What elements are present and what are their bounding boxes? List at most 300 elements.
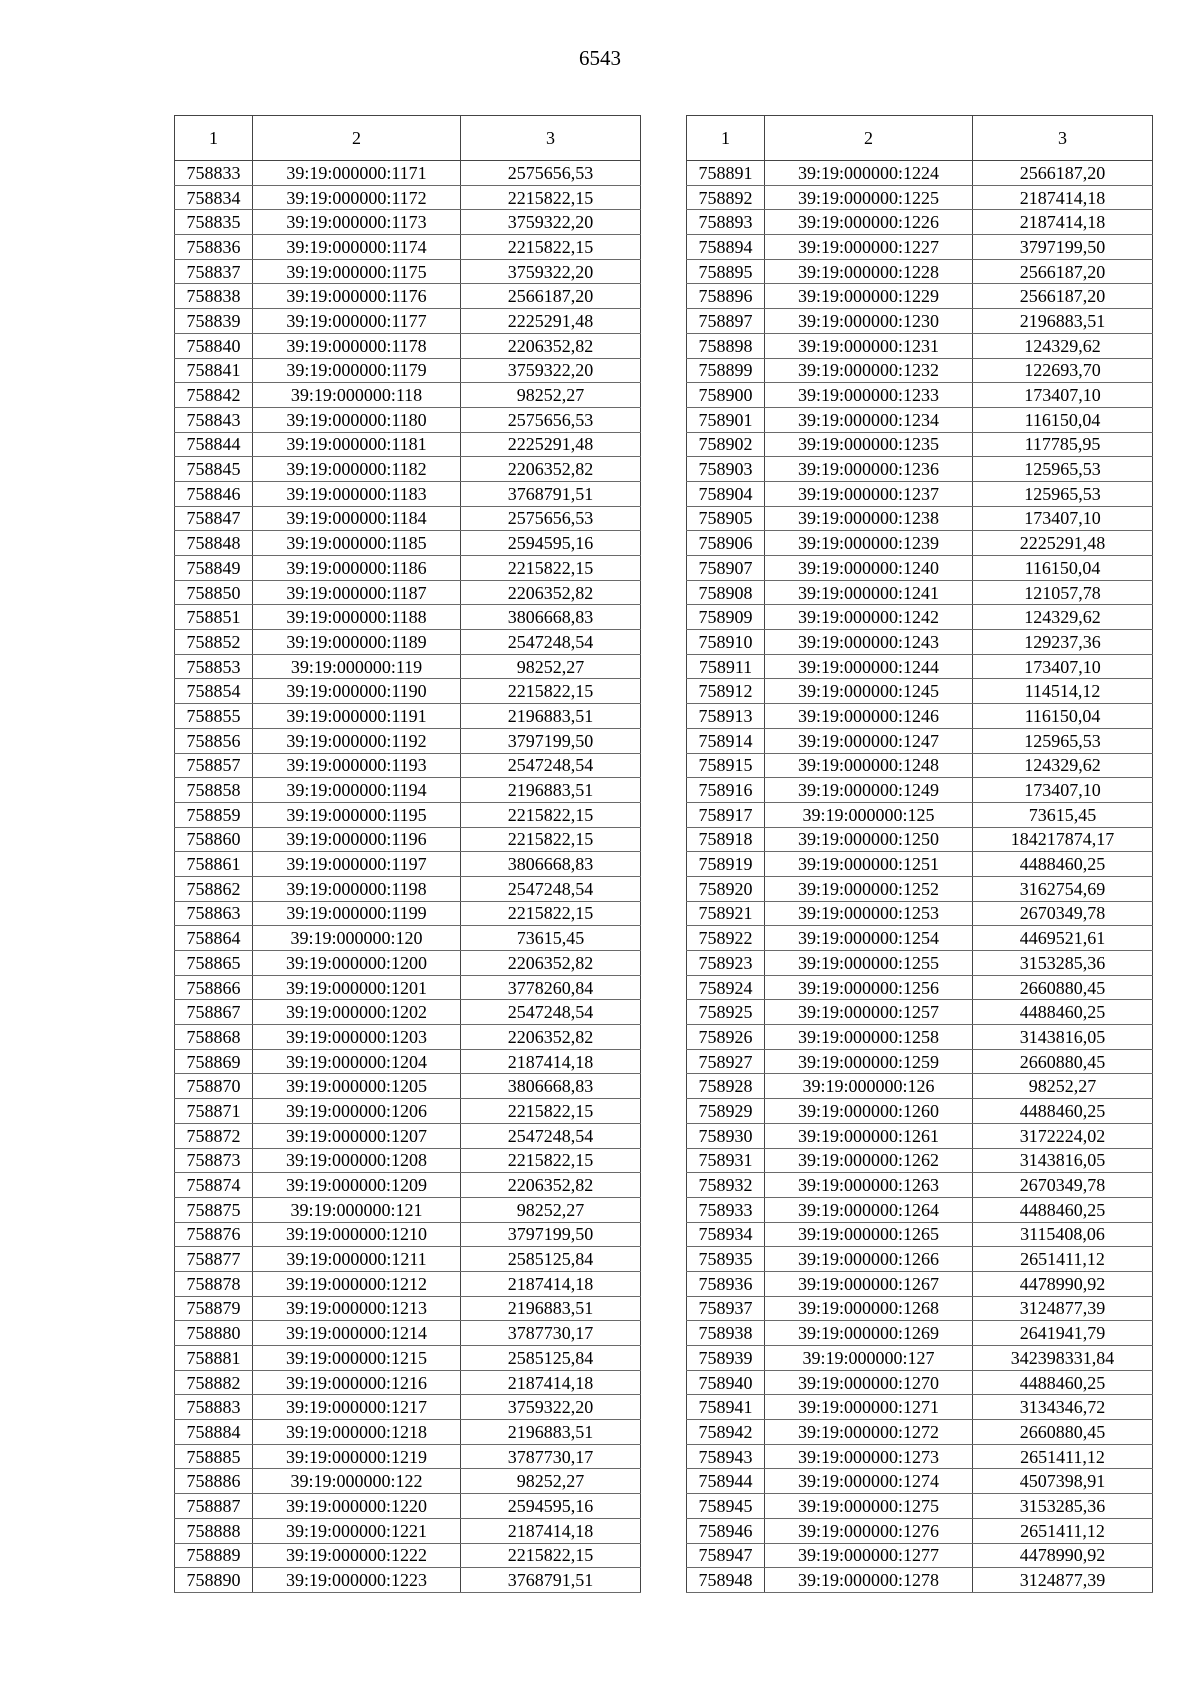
value-cell: 3787730,17	[461, 1321, 641, 1346]
value-cell: 2547248,54	[461, 630, 641, 655]
row-number-cell: 758882	[175, 1370, 253, 1395]
cadastral-number-cell: 39:19:000000:1217	[253, 1395, 461, 1420]
cadastral-number-cell: 39:19:000000:1254	[765, 926, 973, 951]
cadastral-number-cell: 39:19:000000:1232	[765, 358, 973, 383]
table-row	[175, 259, 641, 284]
row-number-cell: 758902	[687, 432, 765, 457]
value-cell: 117785,95	[973, 432, 1153, 457]
row-number-cell: 758908	[687, 580, 765, 605]
value-cell: 2575656,53	[461, 161, 641, 186]
value-cell: 2206352,82	[461, 1025, 641, 1050]
row-number-cell: 758888	[175, 1518, 253, 1543]
table-row	[687, 1025, 1153, 1050]
value-cell: 98252,27	[461, 1197, 641, 1222]
cadastral-number-cell: 39:19:000000:1229	[765, 284, 973, 309]
value-cell: 2660880,45	[973, 975, 1153, 1000]
row-number-cell: 758867	[175, 1000, 253, 1025]
table-row	[687, 1173, 1153, 1198]
table-row	[687, 1494, 1153, 1519]
table-row	[175, 605, 641, 630]
value-cell: 4488460,25	[973, 1197, 1153, 1222]
value-cell: 4488460,25	[973, 1370, 1153, 1395]
table-row	[687, 876, 1153, 901]
cadastral-number-cell: 39:19:000000:1238	[765, 506, 973, 531]
cadastral-number-cell: 39:19:000000:1179	[253, 358, 461, 383]
cadastral-number-cell: 39:19:000000:1197	[253, 852, 461, 877]
table-row	[687, 235, 1153, 260]
row-number-cell: 758935	[687, 1247, 765, 1272]
cadastral-number-cell: 39:19:000000:1218	[253, 1420, 461, 1445]
row-number-cell: 758879	[175, 1296, 253, 1321]
table-row	[687, 1568, 1153, 1593]
row-number-cell: 758862	[175, 876, 253, 901]
table-row	[175, 1148, 641, 1173]
value-cell: 4469521,61	[973, 926, 1153, 951]
table-row	[175, 1469, 641, 1494]
value-cell: 3806668,83	[461, 852, 641, 877]
row-number-cell: 758893	[687, 210, 765, 235]
value-cell: 2566187,20	[461, 284, 641, 309]
row-number-cell: 758853	[175, 654, 253, 679]
cadastral-number-cell: 39:19:000000:1227	[765, 235, 973, 260]
cadastral-number-cell: 39:19:000000:1249	[765, 778, 973, 803]
table-row	[687, 1296, 1153, 1321]
table-row	[687, 1518, 1153, 1543]
row-number-cell: 758927	[687, 1049, 765, 1074]
cadastral-number-cell: 39:19:000000:1185	[253, 531, 461, 556]
cadastral-number-cell: 39:19:000000:1208	[253, 1148, 461, 1173]
cadastral-number-cell: 39:19:000000:1275	[765, 1494, 973, 1519]
value-cell: 4488460,25	[973, 852, 1153, 877]
table-row	[175, 1173, 641, 1198]
row-number-cell: 758840	[175, 333, 253, 358]
row-number-cell: 758916	[687, 778, 765, 803]
value-cell: 2575656,53	[461, 506, 641, 531]
cadastral-number-cell: 39:19:000000:122	[253, 1469, 461, 1494]
row-number-cell: 758918	[687, 827, 765, 852]
value-cell: 122693,70	[973, 358, 1153, 383]
column-header-2: 2	[253, 116, 461, 161]
cadastral-number-cell: 39:19:000000:120	[253, 926, 461, 951]
cadastral-number-cell: 39:19:000000:1192	[253, 728, 461, 753]
table-row	[175, 1271, 641, 1296]
row-number-cell: 758865	[175, 951, 253, 976]
row-number-cell: 758929	[687, 1099, 765, 1124]
row-number-cell: 758904	[687, 481, 765, 506]
value-cell: 116150,04	[973, 407, 1153, 432]
right-table	[686, 115, 1153, 1593]
row-number-cell: 758899	[687, 358, 765, 383]
value-cell: 2547248,54	[461, 1123, 641, 1148]
value-cell: 2670349,78	[973, 901, 1153, 926]
table-row	[175, 284, 641, 309]
value-cell: 2187414,18	[461, 1049, 641, 1074]
table-row	[687, 457, 1153, 482]
cadastral-number-cell: 39:19:000000:1198	[253, 876, 461, 901]
cadastral-number-cell: 39:19:000000:1245	[765, 679, 973, 704]
cadastral-number-cell: 39:19:000000:1180	[253, 407, 461, 432]
table-row	[687, 1049, 1153, 1074]
value-cell: 3115408,06	[973, 1222, 1153, 1247]
table-row	[175, 556, 641, 581]
row-number-cell: 758876	[175, 1222, 253, 1247]
table-row	[687, 1346, 1153, 1371]
table-row	[175, 1370, 641, 1395]
cadastral-number-cell: 39:19:000000:1244	[765, 654, 973, 679]
table-row	[687, 432, 1153, 457]
value-cell: 4478990,92	[973, 1543, 1153, 1568]
value-cell: 125965,53	[973, 457, 1153, 482]
row-number-cell: 758890	[175, 1568, 253, 1593]
table-row	[687, 309, 1153, 334]
value-cell: 2585125,84	[461, 1346, 641, 1371]
cadastral-number-cell: 39:19:000000:1225	[765, 185, 973, 210]
table-row	[687, 210, 1153, 235]
row-number-cell: 758948	[687, 1568, 765, 1593]
value-cell: 3153285,36	[973, 951, 1153, 976]
table-row	[175, 1444, 641, 1469]
cadastral-number-cell: 39:19:000000:121	[253, 1197, 461, 1222]
row-number-cell: 758900	[687, 383, 765, 408]
cadastral-number-cell: 39:19:000000:1175	[253, 259, 461, 284]
table-row	[687, 630, 1153, 655]
row-number-cell: 758869	[175, 1049, 253, 1074]
row-number-cell: 758913	[687, 704, 765, 729]
row-number-cell: 758942	[687, 1420, 765, 1445]
table-row	[687, 383, 1153, 408]
row-number-cell: 758842	[175, 383, 253, 408]
table-row	[687, 556, 1153, 581]
table-row	[687, 654, 1153, 679]
value-cell: 3134346,72	[973, 1395, 1153, 1420]
cadastral-number-cell: 39:19:000000:1241	[765, 580, 973, 605]
cadastral-number-cell: 39:19:000000:1201	[253, 975, 461, 1000]
value-cell: 116150,04	[973, 704, 1153, 729]
cadastral-number-cell: 39:19:000000:1196	[253, 827, 461, 852]
value-cell: 116150,04	[973, 556, 1153, 581]
row-number-cell: 758875	[175, 1197, 253, 1222]
table-row	[175, 407, 641, 432]
cadastral-number-cell: 39:19:000000:1239	[765, 531, 973, 556]
cadastral-number-cell: 39:19:000000:1272	[765, 1420, 973, 1445]
cadastral-number-cell: 39:19:000000:1219	[253, 1444, 461, 1469]
value-cell: 73615,45	[461, 926, 641, 951]
row-number-cell: 758939	[687, 1346, 765, 1371]
table-row	[175, 1346, 641, 1371]
row-number-cell: 758881	[175, 1346, 253, 1371]
value-cell: 2215822,15	[461, 185, 641, 210]
row-number-cell: 758921	[687, 901, 765, 926]
table-row	[687, 1148, 1153, 1173]
cadastral-number-cell: 39:19:000000:1178	[253, 333, 461, 358]
cadastral-number-cell: 39:19:000000:1207	[253, 1123, 461, 1148]
table-row	[175, 852, 641, 877]
row-number-cell: 758864	[175, 926, 253, 951]
cadastral-number-cell: 39:19:000000:1200	[253, 951, 461, 976]
table-row	[175, 358, 641, 383]
value-cell: 3797199,50	[461, 728, 641, 753]
table-row	[175, 1494, 641, 1519]
value-cell: 125965,53	[973, 481, 1153, 506]
cadastral-number-cell: 39:19:000000:1182	[253, 457, 461, 482]
header-row	[175, 116, 641, 161]
row-number-cell: 758905	[687, 506, 765, 531]
table-row	[175, 1049, 641, 1074]
value-cell: 2196883,51	[461, 704, 641, 729]
row-number-cell: 758911	[687, 654, 765, 679]
table-row	[687, 1074, 1153, 1099]
value-cell: 98252,27	[461, 1469, 641, 1494]
cadastral-number-cell: 39:19:000000:1216	[253, 1370, 461, 1395]
row-number-cell: 758885	[175, 1444, 253, 1469]
table-row	[175, 1543, 641, 1568]
cadastral-number-cell: 39:19:000000:1221	[253, 1518, 461, 1543]
table-row	[687, 1395, 1153, 1420]
row-number-cell: 758834	[175, 185, 253, 210]
value-cell: 3759322,20	[461, 259, 641, 284]
table-row	[687, 333, 1153, 358]
row-number-cell: 758857	[175, 753, 253, 778]
cadastral-number-cell: 39:19:000000:1255	[765, 951, 973, 976]
table-row	[175, 753, 641, 778]
left-table	[174, 115, 641, 1593]
table-row	[175, 309, 641, 334]
cadastral-number-cell: 39:19:000000:1258	[765, 1025, 973, 1050]
value-cell: 3806668,83	[461, 1074, 641, 1099]
cadastral-number-cell: 39:19:000000:1215	[253, 1346, 461, 1371]
cadastral-number-cell: 39:19:000000:1263	[765, 1173, 973, 1198]
cadastral-number-cell: 39:19:000000:1240	[765, 556, 973, 581]
cadastral-number-cell: 39:19:000000:1193	[253, 753, 461, 778]
value-cell: 124329,62	[973, 753, 1153, 778]
row-number-cell: 758931	[687, 1148, 765, 1173]
value-cell: 342398331,84	[973, 1346, 1153, 1371]
column-header-3: 3	[973, 116, 1153, 161]
row-number-cell: 758860	[175, 827, 253, 852]
value-cell: 2187414,18	[461, 1271, 641, 1296]
cadastral-number-cell: 39:19:000000:1234	[765, 407, 973, 432]
value-cell: 2215822,15	[461, 679, 641, 704]
table-row	[175, 432, 641, 457]
cadastral-number-cell: 39:19:000000:1243	[765, 630, 973, 655]
cadastral-number-cell: 39:19:000000:1205	[253, 1074, 461, 1099]
value-cell: 124329,62	[973, 333, 1153, 358]
cadastral-number-cell: 39:19:000000:1214	[253, 1321, 461, 1346]
cadastral-number-cell: 39:19:000000:1228	[765, 259, 973, 284]
table-row	[687, 605, 1153, 630]
value-cell: 125965,53	[973, 728, 1153, 753]
cadastral-number-cell: 39:19:000000:1260	[765, 1099, 973, 1124]
row-number-cell: 758837	[175, 259, 253, 284]
table-row	[175, 1222, 641, 1247]
table-row	[175, 802, 641, 827]
row-number-cell: 758926	[687, 1025, 765, 1050]
row-number-cell: 758906	[687, 531, 765, 556]
value-cell: 3153285,36	[973, 1494, 1153, 1519]
row-number-cell: 758920	[687, 876, 765, 901]
row-number-cell: 758848	[175, 531, 253, 556]
row-number-cell: 758854	[175, 679, 253, 704]
table-row	[687, 161, 1153, 186]
row-number-cell: 758898	[687, 333, 765, 358]
table-row	[175, 1568, 641, 1593]
row-number-cell: 758891	[687, 161, 765, 186]
value-cell: 114514,12	[973, 679, 1153, 704]
value-cell: 3124877,39	[973, 1296, 1153, 1321]
row-number-cell: 758850	[175, 580, 253, 605]
value-cell: 173407,10	[973, 778, 1153, 803]
table-row	[687, 1197, 1153, 1222]
cadastral-number-cell: 39:19:000000:118	[253, 383, 461, 408]
cadastral-number-cell: 39:19:000000:1274	[765, 1469, 973, 1494]
row-number-cell: 758872	[175, 1123, 253, 1148]
value-cell: 3768791,51	[461, 481, 641, 506]
value-cell: 121057,78	[973, 580, 1153, 605]
row-number-cell: 758945	[687, 1494, 765, 1519]
table-row	[687, 1444, 1153, 1469]
cadastral-number-cell: 39:19:000000:1194	[253, 778, 461, 803]
value-cell: 173407,10	[973, 383, 1153, 408]
value-cell: 2206352,82	[461, 333, 641, 358]
table-row	[175, 1518, 641, 1543]
row-number-cell: 758936	[687, 1271, 765, 1296]
value-cell: 3759322,20	[461, 358, 641, 383]
table-row	[175, 1420, 641, 1445]
table-row	[687, 407, 1153, 432]
row-number-cell: 758919	[687, 852, 765, 877]
value-cell: 3759322,20	[461, 1395, 641, 1420]
cadastral-number-cell: 39:19:000000:1247	[765, 728, 973, 753]
row-number-cell: 758884	[175, 1420, 253, 1445]
row-number-cell: 758883	[175, 1395, 253, 1420]
cadastral-number-cell: 39:19:000000:1264	[765, 1197, 973, 1222]
value-cell: 2547248,54	[461, 876, 641, 901]
table-row	[687, 926, 1153, 951]
cadastral-number-cell: 39:19:000000:1230	[765, 309, 973, 334]
value-cell: 3172224,02	[973, 1123, 1153, 1148]
column-header-1: 1	[687, 116, 765, 161]
row-number-cell: 758912	[687, 679, 765, 704]
cadastral-number-cell: 39:19:000000:1268	[765, 1296, 973, 1321]
table-row	[175, 210, 641, 235]
table-row	[687, 1222, 1153, 1247]
row-number-cell: 758835	[175, 210, 253, 235]
cadastral-number-cell: 39:19:000000:1190	[253, 679, 461, 704]
value-cell: 4488460,25	[973, 1099, 1153, 1124]
table-row	[175, 1247, 641, 1272]
table-row	[175, 1296, 641, 1321]
row-number-cell: 758937	[687, 1296, 765, 1321]
value-cell: 98252,27	[461, 383, 641, 408]
row-number-cell: 758917	[687, 802, 765, 827]
row-number-cell: 758858	[175, 778, 253, 803]
cadastral-number-cell: 39:19:000000:1266	[765, 1247, 973, 1272]
table-row	[687, 1247, 1153, 1272]
row-number-cell: 758907	[687, 556, 765, 581]
value-cell: 2206352,82	[461, 580, 641, 605]
cadastral-number-cell: 39:19:000000:1199	[253, 901, 461, 926]
row-number-cell: 758878	[175, 1271, 253, 1296]
value-cell: 184217874,17	[973, 827, 1153, 852]
cadastral-number-cell: 39:19:000000:1187	[253, 580, 461, 605]
table-row	[175, 1395, 641, 1420]
table-row	[175, 1197, 641, 1222]
table-row	[175, 901, 641, 926]
row-number-cell: 758889	[175, 1543, 253, 1568]
cadastral-number-cell: 39:19:000000:1211	[253, 1247, 461, 1272]
row-number-cell: 758849	[175, 556, 253, 581]
row-number-cell: 758856	[175, 728, 253, 753]
table-row	[687, 753, 1153, 778]
row-number-cell: 758851	[175, 605, 253, 630]
cadastral-number-cell: 39:19:000000:1253	[765, 901, 973, 926]
cadastral-number-cell: 39:19:000000:1172	[253, 185, 461, 210]
cadastral-number-cell: 39:19:000000:1195	[253, 802, 461, 827]
table-row	[175, 654, 641, 679]
row-number-cell: 758880	[175, 1321, 253, 1346]
table-row	[687, 358, 1153, 383]
row-number-cell: 758846	[175, 481, 253, 506]
cadastral-number-cell: 39:19:000000:1188	[253, 605, 461, 630]
value-cell: 2187414,18	[973, 210, 1153, 235]
row-number-cell: 758870	[175, 1074, 253, 1099]
cadastral-number-cell: 39:19:000000:1277	[765, 1543, 973, 1568]
row-number-cell: 758933	[687, 1197, 765, 1222]
cadastral-number-cell: 39:19:000000:119	[253, 654, 461, 679]
row-number-cell: 758863	[175, 901, 253, 926]
table-row	[175, 185, 641, 210]
value-cell: 98252,27	[461, 654, 641, 679]
value-cell: 4507398,91	[973, 1469, 1153, 1494]
value-cell: 2187414,18	[461, 1518, 641, 1543]
value-cell: 3797199,50	[973, 235, 1153, 260]
value-cell: 2187414,18	[461, 1370, 641, 1395]
row-number-cell: 758923	[687, 951, 765, 976]
cadastral-number-cell: 39:19:000000:1176	[253, 284, 461, 309]
row-number-cell: 758903	[687, 457, 765, 482]
table-row	[687, 852, 1153, 877]
cadastral-number-cell: 39:19:000000:1177	[253, 309, 461, 334]
table-row	[175, 778, 641, 803]
table-row	[687, 1321, 1153, 1346]
value-cell: 124329,62	[973, 605, 1153, 630]
cadastral-number-cell: 39:19:000000:1181	[253, 432, 461, 457]
cadastral-number-cell: 39:19:000000:1203	[253, 1025, 461, 1050]
row-number-cell: 758859	[175, 802, 253, 827]
value-cell: 3759322,20	[461, 210, 641, 235]
cadastral-number-cell: 39:19:000000:1213	[253, 1296, 461, 1321]
table-row	[175, 457, 641, 482]
table-row	[687, 185, 1153, 210]
value-cell: 2215822,15	[461, 901, 641, 926]
table-row	[687, 951, 1153, 976]
row-number-cell: 758839	[175, 309, 253, 334]
cadastral-number-cell: 39:19:000000:126	[765, 1074, 973, 1099]
row-number-cell: 758947	[687, 1543, 765, 1568]
cadastral-number-cell: 39:19:000000:1246	[765, 704, 973, 729]
row-number-cell: 758928	[687, 1074, 765, 1099]
row-number-cell: 758861	[175, 852, 253, 877]
value-cell: 3162754,69	[973, 876, 1153, 901]
table-row	[175, 481, 641, 506]
table-row	[687, 1123, 1153, 1148]
page-number: 6543	[579, 46, 621, 70]
row-number-cell: 758914	[687, 728, 765, 753]
row-number-cell: 758852	[175, 630, 253, 655]
table-row	[175, 728, 641, 753]
row-number-cell: 758925	[687, 1000, 765, 1025]
table-row	[175, 951, 641, 976]
